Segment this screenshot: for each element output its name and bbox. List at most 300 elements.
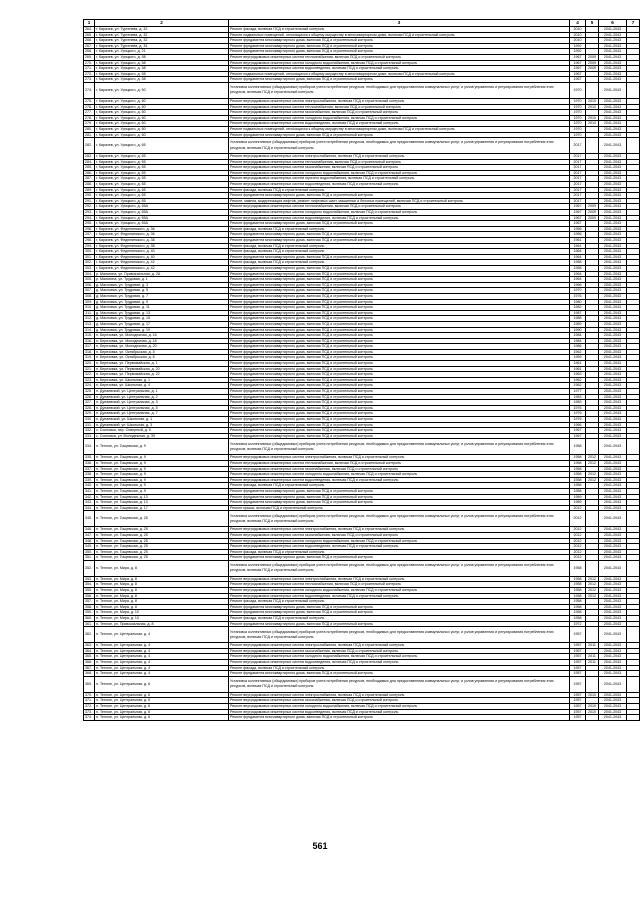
build-year-cell: 1957 bbox=[570, 676, 586, 692]
address-cell: г. Карачев, ул. Урицкого, д. 60 bbox=[95, 104, 229, 110]
row-number: 333. bbox=[84, 433, 95, 439]
address-cell: п. Дунаевский, ул. Школьная, д. 1 bbox=[95, 417, 229, 423]
planned-period-cell: 2041-2043 bbox=[599, 54, 627, 60]
planned-period-cell: 2041-2043 bbox=[599, 593, 627, 599]
row-number: 353. bbox=[84, 576, 95, 582]
build-year-cell: 1958 bbox=[570, 576, 586, 582]
row-number: 264. bbox=[84, 27, 95, 33]
address-cell: п. Теплое, ул. Гощевская, д. 9 bbox=[95, 488, 229, 494]
build-year-cell: 1976 bbox=[570, 417, 586, 423]
table-row bbox=[84, 511, 640, 527]
row-number: 311. bbox=[84, 310, 95, 316]
build-year-cell: 1989 bbox=[570, 321, 586, 327]
planned-period-cell: 2041-2043 bbox=[599, 505, 627, 511]
work-type-cell: Ремонт фундамента многоквартирного дома, включая ПСД и строительный контроль bbox=[229, 38, 570, 44]
work-type-cell: Ремонт фундамента многоквартирного дома, включая ПСД и строительный контроль bbox=[229, 389, 570, 395]
row-number: 299. bbox=[84, 243, 95, 249]
work-type-cell: Ремонт фундамента многоквартирного дома, включая ПСД и строительный контроль bbox=[229, 715, 570, 721]
address-cell: п. Теплое, ул. Гощевская, д. 9 bbox=[95, 472, 229, 478]
work-type-cell: Ремонт внутридомовых инженерных систем водоотведения, включая ПСД и строительный контроль bbox=[229, 709, 570, 715]
build-year-cell: 1958 bbox=[570, 472, 586, 478]
build-year-cell: 1967 bbox=[570, 60, 586, 66]
build-year-cell: 1967 bbox=[570, 433, 586, 439]
extra-cell bbox=[627, 715, 640, 721]
build-year-cell: 1983 bbox=[570, 394, 586, 400]
page-number: 561 bbox=[312, 841, 328, 851]
table-row bbox=[84, 627, 640, 643]
address-cell: г. Карачев, ул. Урицкого, д. 65 bbox=[95, 165, 229, 171]
planned-period-cell: 2041-2043 bbox=[599, 221, 627, 227]
work-type-cell: Ремонт фасада, включая ПСД и строительный контроль bbox=[229, 665, 570, 671]
build-year-cell: 1963 bbox=[570, 372, 586, 378]
build-year-cell: 2017 bbox=[570, 187, 586, 193]
work-type-cell: Ремонт внутридомовых инженерных систем водоотведения, включая ПСД и строительный контроль bbox=[229, 477, 570, 483]
address-cell: г. Карачев, ул. Урицкого, д. 21 bbox=[95, 49, 229, 55]
build-year-cell: 1957 bbox=[570, 715, 586, 721]
build-year-cell: 1967 bbox=[570, 428, 586, 434]
build-year-cell: 1958 bbox=[570, 466, 586, 472]
address-cell: п. Теплое, ул. Мира, д. 8 bbox=[95, 582, 229, 588]
last-repair-year-cell bbox=[586, 676, 599, 692]
build-year-cell: 1967 bbox=[570, 221, 586, 227]
build-year-cell: 1964 bbox=[570, 277, 586, 283]
address-cell: п. Теплое, ул. Центральная, д. 4 bbox=[95, 671, 229, 677]
row-number: 266. bbox=[84, 38, 95, 44]
last-repair-year-cell: 2011 bbox=[586, 654, 599, 660]
work-type-cell: Ремонт внутридомовых инженерных систем теплоснабжения, включая ПСД и строительный контроль bbox=[229, 104, 570, 110]
last-repair-year-cell bbox=[586, 560, 599, 576]
row-number: 284. bbox=[84, 159, 95, 165]
row-number: 270. bbox=[84, 60, 95, 66]
row-number: 366. bbox=[84, 660, 95, 666]
row-number: 328. bbox=[84, 405, 95, 411]
last-repair-year-cell: 2009 bbox=[586, 215, 599, 221]
address-cell: п. Дунаевский, ул. Школьная, д. 3 bbox=[95, 422, 229, 428]
address-cell: п. Теплое, ул. Центральная, д. 4 bbox=[95, 660, 229, 666]
row-number: 274. bbox=[84, 82, 95, 98]
planned-period-cell: 2041-2043 bbox=[599, 254, 627, 260]
address-cell: г. Карачев, ул. Тургенева, д. 32 bbox=[95, 38, 229, 44]
work-type-cell: Ремонт фундамента многоквартирного дома, включая ПСД и строительный контроль bbox=[229, 500, 570, 506]
build-year-cell: 1958 bbox=[570, 477, 586, 483]
work-type-cell: Ремонт фасада, включая ПСД и строительный контроль bbox=[229, 616, 570, 622]
build-year-cell: 1970 bbox=[570, 98, 586, 104]
extra-cell bbox=[627, 511, 640, 527]
planned-period-cell: 2041-2043 bbox=[599, 154, 627, 160]
work-type-cell: Ремонт фасада, включая ПСД и строительный контроль bbox=[229, 27, 570, 33]
planned-period-cell: 2041-2043 bbox=[599, 193, 627, 199]
planned-period-cell: 2041-2043 bbox=[599, 692, 627, 698]
work-type-cell: Ремонт внутридомовых инженерных систем холодного водоснабжения, включая ПСД и строительный контроль bbox=[229, 654, 570, 660]
build-year-cell: 1961 bbox=[570, 366, 586, 372]
address-cell: д. Масловка, ул. Трудовая, д. 15 bbox=[95, 316, 229, 322]
build-year-cell: 1957 bbox=[570, 698, 586, 704]
work-type-cell: Ремонт фундамента многоквартирного дома, включая ПСД и строительный контроль bbox=[229, 310, 570, 316]
work-type-cell: Ремонт внутридомовых инженерных систем водоотведения, включая ПСД и строительный контроль bbox=[229, 544, 570, 550]
work-type-cell: Ремонт фасада, включая ПСД и строительный контроль bbox=[229, 483, 570, 489]
build-year-cell: 1970 bbox=[570, 82, 586, 98]
address-cell: г. Карачев, ул. Урицкого, д. 58 bbox=[95, 60, 229, 66]
row-number: 336. bbox=[84, 460, 95, 466]
extra-cell bbox=[627, 439, 640, 455]
last-repair-year-cell bbox=[586, 82, 599, 98]
last-repair-year-cell: 2009 bbox=[586, 54, 599, 60]
work-type-cell: Ремонт фундамента многоквартирного дома, включая ПСД и строительный контроль bbox=[229, 327, 570, 333]
last-repair-year-cell: 2010 bbox=[586, 104, 599, 110]
build-year-cell: 1984 bbox=[570, 333, 586, 339]
row-number: 305. bbox=[84, 277, 95, 283]
last-repair-year-cell bbox=[586, 138, 599, 154]
planned-period-cell: 2041-2043 bbox=[599, 38, 627, 44]
work-type-cell: Ремонт фундамента многоквартирного дома, включая ПСД и строительный контроль bbox=[229, 433, 570, 439]
row-number: 290. bbox=[84, 193, 95, 199]
work-type-cell: Ремонт внутридомовых инженерных систем водоотведения, включая ПСД и строительный контроль bbox=[229, 121, 570, 127]
last-repair-year-cell bbox=[586, 715, 599, 721]
row-number: 351. bbox=[84, 555, 95, 561]
address-cell: г. Карачев, ул. Урицкого, д. 60 bbox=[95, 110, 229, 116]
address-cell: г. Карачев, ул. Урицкого, д. 58 bbox=[95, 54, 229, 60]
build-year-cell: 2017 bbox=[570, 138, 586, 154]
planned-period-cell: 2041-2043 bbox=[599, 110, 627, 116]
build-year-cell: 1958 bbox=[570, 455, 586, 461]
work-type-cell: Ремонт внутридомовых инженерных систем электроснабжения, включая ПСД и строительный контроль bbox=[229, 455, 570, 461]
work-type-cell: Ремонт фундамента многоквартирного дома, включая ПСД и строительный контроль bbox=[229, 277, 570, 283]
build-year-cell: 1961 bbox=[570, 243, 586, 249]
work-type-cell: Ремонт фундамента многоквартирного дома, включая ПСД и строительный контроль bbox=[229, 221, 570, 227]
work-type-cell: Ремонт внутридомовых инженерных систем газоснабжения, включая ПСД и строительный контроль bbox=[229, 698, 570, 704]
column-header: 5 bbox=[586, 20, 599, 27]
table-row bbox=[84, 138, 640, 154]
address-cell: г. Карачев, ул. Урицкого, д. 65 bbox=[95, 187, 229, 193]
build-year-cell: 2017 bbox=[570, 170, 586, 176]
work-type-cell: Ремонт фундамента многоквартирного дома, включая ПСД и строительный контроль bbox=[229, 621, 570, 627]
build-year-cell: 1967 bbox=[570, 77, 586, 83]
address-cell: г. Карачев, ул. Федюнинского, д. 38 bbox=[95, 243, 229, 249]
build-year-cell: 1984 bbox=[570, 338, 586, 344]
last-repair-year-cell: 2012 bbox=[586, 455, 599, 461]
row-number: 304. bbox=[84, 271, 95, 277]
address-cell: г. Карачев, ул. Урицкого, д. 58 bbox=[95, 66, 229, 72]
build-year-cell: 1958 bbox=[570, 610, 586, 616]
work-type-cell: Ремонт внутридомовых инженерных систем холодного водоснабжения, включая ПСД и строительный контроль bbox=[229, 588, 570, 594]
work-type-cell: Ремонт внутридомовых инженерных систем теплоснабжения, включая ПСД и строительный контроль bbox=[229, 159, 570, 165]
row-number: 335. bbox=[84, 455, 95, 461]
planned-period-cell: 2041-2043 bbox=[599, 538, 627, 544]
row-number: 340. bbox=[84, 483, 95, 489]
row-number: 286. bbox=[84, 170, 95, 176]
work-type-cell: Ремонт фундамента многоквартирного дома, включая ПСД и строительный контроль bbox=[229, 288, 570, 294]
last-repair-year-cell bbox=[586, 627, 599, 643]
work-type-cell: Ремонт фасада, включая ПСД и строительный контроль bbox=[229, 249, 570, 255]
planned-period-cell: 2041-2043 bbox=[599, 198, 627, 204]
build-year-cell: 2017 bbox=[570, 159, 586, 165]
planned-period-cell: 2041-2043 bbox=[599, 466, 627, 472]
row-number: 321. bbox=[84, 366, 95, 372]
work-type-cell: Ремонт внутридомовых инженерных систем холодного водоснабжения, включая ПСД и строительный контроль bbox=[229, 472, 570, 478]
extra-cell bbox=[627, 627, 640, 643]
row-number: 315. bbox=[84, 333, 95, 339]
work-type-cell: Ремонт внутридомовых инженерных систем электроснабжения, включая ПСД и строительный контроль bbox=[229, 98, 570, 104]
address-cell: г. Карачев, ул. Урицкого, д. 65А bbox=[95, 221, 229, 227]
work-type-cell: Ремонт фундамента многоквартирного дома, включая ПСД и строительный контроль bbox=[229, 254, 570, 260]
row-number: 356. bbox=[84, 593, 95, 599]
build-year-cell: 2017 bbox=[570, 176, 586, 182]
address-cell: п. Березовка, ул. Школьная, д. 4 bbox=[95, 383, 229, 389]
extra-cell bbox=[627, 82, 640, 98]
address-cell: д. Масловка, ул. Трудовая, д. 9 bbox=[95, 299, 229, 305]
build-year-cell: 2017 bbox=[570, 165, 586, 171]
planned-period-cell: 2041-2043 bbox=[599, 271, 627, 277]
address-cell: п. Березовка, ул. Первомайская, д. 1 bbox=[95, 361, 229, 367]
row-number: 318. bbox=[84, 349, 95, 355]
address-cell: п. Теплое, ул. Центральная, д. 4 bbox=[95, 665, 229, 671]
row-number: 277. bbox=[84, 110, 95, 116]
planned-period-cell: 2041-2043 bbox=[599, 204, 627, 210]
address-cell: д. Масловка, ул. Трудовая, д. 17 bbox=[95, 321, 229, 327]
planned-period-cell: 2041-2043 bbox=[599, 488, 627, 494]
work-type-cell: Ремонт подвальных помещений, относящихся к общему имуществу в многоквартирном доме, включая ПСД и строительный контроль bbox=[229, 32, 570, 38]
address-cell: п. Теплое, ул. Привокзальная, д. 8 bbox=[95, 621, 229, 627]
row-number: 344. bbox=[84, 505, 95, 511]
address-cell: г. Карачев, ул. Урицкого, д. 58 bbox=[95, 71, 229, 77]
planned-period-cell: 2041-2043 bbox=[599, 344, 627, 350]
row-number: 313. bbox=[84, 321, 95, 327]
work-type-cell: Ремонт крыши, включая ПСД и строительный контроль bbox=[229, 505, 570, 511]
work-type-cell: Ремонт внутридомовых инженерных систем горячего водоснабжения, включая ПСД и строительный контроль bbox=[229, 176, 570, 182]
address-cell: д. Масловка, ул. Трудовая, д. 19 bbox=[95, 327, 229, 333]
build-year-cell: 1956 bbox=[570, 232, 586, 238]
planned-period-cell: 2041-2043 bbox=[599, 588, 627, 594]
address-cell: п. Березовка, ул. Первомайская, д. 20 bbox=[95, 366, 229, 372]
build-year-cell: 1957 bbox=[570, 654, 586, 660]
column-header: 3 bbox=[229, 20, 570, 27]
planned-period-cell: 2041-2043 bbox=[599, 355, 627, 361]
row-number: 327. bbox=[84, 400, 95, 406]
last-repair-year-cell: 2012 bbox=[586, 588, 599, 594]
planned-period-cell: 2041-2043 bbox=[599, 455, 627, 461]
work-type-cell: Ремонт фасада, включая ПСД и строительный контроль bbox=[229, 243, 570, 249]
work-type-cell: Установка коллективных (общедомовых) приборов учета потребления ресурсов, необходимых для предоставления коммунальных услуг, и узлов управления и регулирования потребления этих ресурсов, включая ПСД и строительный контроль bbox=[229, 439, 570, 455]
planned-period-cell: 2041-2043 bbox=[599, 439, 627, 455]
build-year-cell: 1958 bbox=[570, 599, 586, 605]
address-cell: п. Дунаевский, ул. Центральная, д. 5 bbox=[95, 405, 229, 411]
build-year-cell: 1958 bbox=[570, 483, 586, 489]
planned-period-cell: 2041-2043 bbox=[599, 232, 627, 238]
build-year-cell: 1957 bbox=[570, 709, 586, 715]
last-repair-year-cell: 2010 bbox=[586, 115, 599, 121]
work-type-cell: Ремонт фундамента многоквартирного дома, включая ПСД и строительный контроль bbox=[229, 321, 570, 327]
address-cell: д. Масловка, ул. Трудовая, д. 3 bbox=[95, 282, 229, 288]
build-year-cell: 1992 bbox=[570, 43, 586, 49]
planned-period-cell: 2041-2043 bbox=[599, 411, 627, 417]
planned-period-cell: 2041-2043 bbox=[599, 333, 627, 339]
last-repair-year-cell: 2009 bbox=[586, 204, 599, 210]
build-year-cell: 1958 bbox=[570, 488, 586, 494]
work-type-cell: Ремонт внутридомовых инженерных систем электроснабжения, включая ПСД и строительный контроль bbox=[229, 692, 570, 698]
row-number: 324. bbox=[84, 383, 95, 389]
planned-period-cell: 2041-2043 bbox=[599, 627, 627, 643]
row-number: 368. bbox=[84, 671, 95, 677]
row-number: 346. bbox=[84, 527, 95, 533]
address-cell: п. Теплое, ул. Мира, д. 8 bbox=[95, 560, 229, 576]
address-cell: г. Карачев, ул. Федюнинского, д. 40 bbox=[95, 249, 229, 255]
build-year-cell: 1988 bbox=[570, 316, 586, 322]
work-type-cell: Ремонт фундамента многоквартирного дома, включая ПСД и строительный контроль bbox=[229, 383, 570, 389]
build-year-cell: 1989 bbox=[570, 494, 586, 500]
address-cell: г. Карачев, ул. Федюнинского, д. 40 bbox=[95, 254, 229, 260]
planned-period-cell: 2041-2043 bbox=[599, 477, 627, 483]
address-cell: п. Теплое, ул. Центральная, д. 6 bbox=[95, 715, 229, 721]
work-type-cell: Установка коллективных (общедомовых) приборов учета потребления ресурсов, необходимых для предоставления коммунальных услуг, и узлов управления и регулирования потребления этих ресурсов, включая ПСД и строительный контроль bbox=[229, 627, 570, 643]
address-cell: г. Карачев, ул. Урицкого, д. 65 bbox=[95, 138, 229, 154]
planned-period-cell: 2041-2043 bbox=[599, 98, 627, 104]
build-year-cell: 1990 bbox=[570, 327, 586, 333]
work-type-cell: Ремонт внутридомовых инженерных систем водоотведения, включая ПСД и строительный контроль bbox=[229, 182, 570, 188]
planned-period-cell: 2041-2043 bbox=[599, 176, 627, 182]
planned-period-cell: 2041-2043 bbox=[599, 643, 627, 649]
work-type-cell: Ремонт фундамента многоквартирного дома, включая ПСД и строительный контроль bbox=[229, 394, 570, 400]
build-year-cell: 1958 bbox=[570, 604, 586, 610]
last-repair-year-cell: 2010 bbox=[586, 692, 599, 698]
build-year-cell: 1992 bbox=[570, 49, 586, 55]
work-type-cell: Ремонт фундамента многоквартирного дома, включая ПСД и строительный контроль bbox=[229, 316, 570, 322]
work-type-cell: Ремонт фундамента многоквартирного дома, включая ПСД и строительный контроль bbox=[229, 671, 570, 677]
planned-period-cell: 2041-2043 bbox=[599, 126, 627, 132]
address-cell: п. Теплое, ул. Центральная, д. 4 bbox=[95, 643, 229, 649]
row-number: 320. bbox=[84, 361, 95, 367]
planned-period-cell: 2041-2043 bbox=[599, 527, 627, 533]
planned-period-cell: 2041-2043 bbox=[599, 327, 627, 333]
address-cell: п. Березовка, ул. Молодежная, д. 16 bbox=[95, 333, 229, 339]
address-cell: п. Теплое, ул. Гощевская, д. 13 bbox=[95, 500, 229, 506]
address-cell: г. Карачев, ул. Урицкого, д. 58 bbox=[95, 77, 229, 83]
row-number: 287. bbox=[84, 176, 95, 182]
build-year-cell: 1956 bbox=[570, 226, 586, 232]
build-year-cell: 1962 bbox=[570, 383, 586, 389]
row-number: 350. bbox=[84, 549, 95, 555]
address-cell: п. Теплое, ул. Гощевская, д. 9 bbox=[95, 439, 229, 455]
row-number: 275. bbox=[84, 98, 95, 104]
work-type-cell: Ремонт, замена, модернизация лифтов, ремонт лифтовых шахт, машинных и блочных помещений, включая ПСД и строительный контроль bbox=[229, 198, 570, 204]
planned-period-cell: 2041-2043 bbox=[599, 316, 627, 322]
build-year-cell: 1957 bbox=[570, 660, 586, 666]
address-cell: г. Карачев, ул. Урицкого, д. 60 bbox=[95, 98, 229, 104]
work-type-cell: Ремонт фундамента многоквартирного дома, включая ПСД и строительный контроль bbox=[229, 555, 570, 561]
planned-period-cell: 2041-2043 bbox=[599, 433, 627, 439]
row-number: 364. bbox=[84, 648, 95, 654]
build-year-cell: 1986 bbox=[570, 344, 586, 350]
build-year-cell: 1961 bbox=[570, 361, 586, 367]
address-cell: с. Сосновка, ул. Молодежная, д. 39 bbox=[95, 433, 229, 439]
work-type-cell: Ремонт внутридомовых инженерных систем электроснабжения, включая ПСД и строительный контроль bbox=[229, 643, 570, 649]
planned-period-cell: 2041-2043 bbox=[599, 288, 627, 294]
build-year-cell: 2012 bbox=[570, 549, 586, 555]
address-cell: г. Карачев, ул. Федюнинского, д. 36 bbox=[95, 226, 229, 232]
address-cell: г. Карачев, ул. Тургенева, д. 32 bbox=[95, 32, 229, 38]
build-year-cell: 1958 bbox=[570, 265, 586, 271]
planned-period-cell: 2041-2043 bbox=[599, 132, 627, 138]
planned-period-cell: 2041-2043 bbox=[599, 77, 627, 83]
work-type-cell: Ремонт фундамента многоквартирного дома, включая ПСД и строительный контроль bbox=[229, 400, 570, 406]
build-year-cell: 1958 bbox=[570, 260, 586, 266]
row-number: 316. bbox=[84, 338, 95, 344]
work-type-cell: Ремонт внутридомовых инженерных систем теплоснабжения, включая ПСД и строительный контроль bbox=[229, 460, 570, 466]
build-year-cell: 1989 bbox=[570, 500, 586, 506]
address-cell: д. Масловка, ул. Трудовая, д. 11 bbox=[95, 305, 229, 311]
build-year-cell: 2017 bbox=[570, 198, 586, 204]
planned-period-cell: 2041-2043 bbox=[599, 338, 627, 344]
work-type-cell: Ремонт внутридомовых инженерных систем водоотведения, включая ПСД и строительный контроль bbox=[229, 593, 570, 599]
planned-period-cell: 2041-2043 bbox=[599, 249, 627, 255]
work-type-cell: Ремонт внутридомовых инженерных систем холодного водоснабжения, включая ПСД и строительный контроль bbox=[229, 60, 570, 66]
planned-period-cell: 2041-2043 bbox=[599, 472, 627, 478]
table-body bbox=[84, 27, 640, 721]
planned-period-cell: 2041-2043 bbox=[599, 422, 627, 428]
build-year-cell: 1957 bbox=[570, 692, 586, 698]
last-repair-year-cell bbox=[586, 439, 599, 455]
work-type-cell: Ремонт фундамента многоквартирного дома, включая ПСД и строительный контроль bbox=[229, 417, 570, 423]
work-type-cell: Ремонт внутридомовых инженерных систем газоснабжения, включая ПСД и строительный контроль bbox=[229, 466, 570, 472]
build-year-cell: 1970 bbox=[570, 288, 586, 294]
build-year-cell: 1967 bbox=[570, 215, 586, 221]
planned-period-cell: 2041-2043 bbox=[599, 549, 627, 555]
last-repair-year-cell: 2012 bbox=[586, 593, 599, 599]
address-cell: п. Березовка, ул. Первомайская, д. 22 bbox=[95, 372, 229, 378]
build-year-cell: 1967 bbox=[570, 204, 586, 210]
build-year-cell: 1964 bbox=[570, 249, 586, 255]
table-row bbox=[84, 439, 640, 455]
row-number: 337. bbox=[84, 466, 95, 472]
row-number: 317. bbox=[84, 344, 95, 350]
work-type-cell: Ремонт фундамента многоквартирного дома, включая ПСД и строительный контроль bbox=[229, 372, 570, 378]
planned-period-cell: 2041-2043 bbox=[599, 394, 627, 400]
work-type-cell: Ремонт внутридомовых инженерных систем теплоснабжения, включая ПСД и строительный контроль bbox=[229, 582, 570, 588]
address-cell: г. Карачев, ул. Урицкого, д. 65А bbox=[95, 204, 229, 210]
work-type-cell: Ремонт фасада, включая ПСД и строительный контроль bbox=[229, 260, 570, 266]
address-cell: п. Дунаевский, ул. Центральная, д. 7 bbox=[95, 411, 229, 417]
planned-period-cell: 2041-2043 bbox=[599, 182, 627, 188]
planned-period-cell: 2041-2043 bbox=[599, 210, 627, 216]
address-cell: п. Теплое, ул. Центральная, д. 6 bbox=[95, 698, 229, 704]
row-number: 312. bbox=[84, 316, 95, 322]
last-repair-year-cell: 2010 bbox=[586, 703, 599, 709]
work-type-cell: Ремонт фундамента многоквартирного дома, включая ПСД и строительный контроль bbox=[229, 238, 570, 244]
build-year-cell: 1958 bbox=[570, 616, 586, 622]
work-type-cell: Ремонт внутридомовых инженерных систем холодного водоснабжения, включая ПСД и строительный контроль bbox=[229, 210, 570, 216]
row-number: 341. bbox=[84, 488, 95, 494]
last-repair-year-cell bbox=[586, 511, 599, 527]
address-cell: р. Мальтина, ул. Привокзальная, д. 2А bbox=[95, 271, 229, 277]
address-cell: п. Дунаевский, ул. Центральная, д. 2 bbox=[95, 394, 229, 400]
planned-period-cell: 2041-2043 bbox=[599, 400, 627, 406]
build-year-cell: 1982 bbox=[570, 305, 586, 311]
planned-period-cell: 2041-2043 bbox=[599, 349, 627, 355]
work-type-cell: Ремонт внутридомовых инженерных систем теплоснабжения, включая ПСД и строительный контроль bbox=[229, 54, 570, 60]
last-repair-year-cell: 2011 bbox=[586, 643, 599, 649]
work-type-cell: Установка коллективных (общедомовых) приборов учета потребления ресурсов, необходимых для предоставления коммунальных услуг, и узлов управления и регулирования потребления этих ресурсов, включая ПСД и строительный контроль bbox=[229, 82, 570, 98]
build-year-cell: 1957 bbox=[570, 627, 586, 643]
build-year-cell: 1957 bbox=[570, 703, 586, 709]
planned-period-cell: 2041-2043 bbox=[599, 676, 627, 692]
planned-period-cell: 2041-2043 bbox=[599, 170, 627, 176]
build-year-cell: 1957 bbox=[570, 671, 586, 677]
work-type-cell: Установка коллективных (общедомовых) приборов учета потребления ресурсов, необходимых для предоставления коммунальных услуг, и узлов управления и регулирования потребления этих ресурсов, включая ПСД и строительный контроль bbox=[229, 560, 570, 576]
planned-period-cell: 2041-2043 bbox=[599, 82, 627, 98]
last-repair-year-cell: 2012 bbox=[586, 582, 599, 588]
build-year-cell: 2012 bbox=[570, 544, 586, 550]
address-cell: п. Теплое, ул. Мира, д. 8 bbox=[95, 576, 229, 582]
build-year-cell: 1957 bbox=[570, 648, 586, 654]
